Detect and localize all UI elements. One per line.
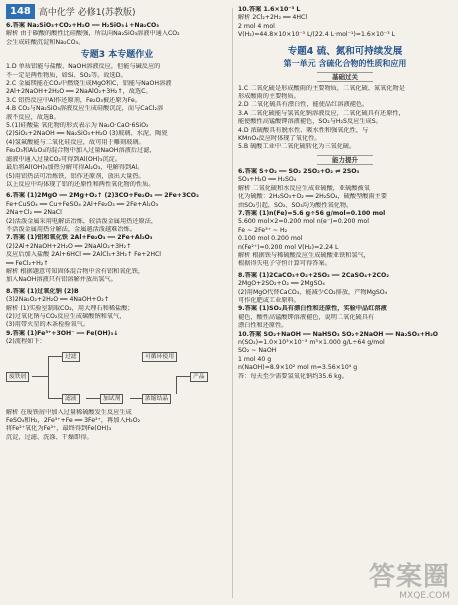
text-line: (5)用铝热法可冶炼铁，铝作还原剂，放出大量热。 <box>6 172 145 180</box>
left-block-b <box>6 192 228 284</box>
text-line: 滤液中通入过量CO₂可得到Al(OH)₃沉淀。 <box>6 155 121 163</box>
text-line: 8.答案 (1)2CaCO₃+O₂+2SO₂ ══ 2CaSO₄+2CO₂ <box>238 271 389 279</box>
section-title-3: 专题3 本专题作业 <box>80 50 154 61</box>
text-line: 0.100 mol 0.200 mol <box>238 235 303 243</box>
text-line: (3)2Na₂O₂+2H₂O ══ 4NaOH+O₂↑ <box>6 296 110 304</box>
right-top-block <box>238 6 452 40</box>
text-line: 化为硫酸：2H₂SO₃+O₂ ══ 2H₂SO₄，硫酸型酸雨主要 <box>238 193 388 201</box>
flow-branch-line <box>48 356 49 398</box>
text-line: (4)氢氟酸能与二氧化硅反应，故可用于雕刻玻璃。 <box>6 138 145 146</box>
text-line: 反应后加入盐酸 2Al+6HCl ══ 2AlCl₃+3H₂↑ Fe+2HCl <box>6 251 162 259</box>
flow-arrow <box>48 356 62 357</box>
text-line: 9.答案 (1)Fe³⁺+3OH⁻ ══ Fe(OH)₃↓ <box>6 329 119 337</box>
left-top-block <box>6 22 228 47</box>
text-line: 形成酸雨的主要物质。 <box>238 93 300 101</box>
left-block-d <box>6 409 228 443</box>
text-line: 9.答案 (1)SO₂具有漂白性和还原性，实验中品红溶液 <box>238 305 387 313</box>
text-line: 2.C 金属镁能在CO₂中燃烧生成MgO和C，铝能与NaOH溶液 <box>6 80 172 88</box>
text-line: 会生成硅酸沉淀和Na₂CO₃。 <box>6 38 85 46</box>
text-line: 3.A 二氧化硫能与氢氧化钠溶液反应，二氧化硫具有还原性， <box>238 109 405 117</box>
flow-box-start: 废铁屑 <box>6 372 29 382</box>
text-line: 6.答案 Na₂SiO₃+CO₂+H₂O ══ H₂SiO₃↓+Na₂CO₃ <box>6 22 159 29</box>
right-block-c <box>238 272 452 381</box>
text-line: (3)用带火星的木条检验氧气。 <box>6 321 90 329</box>
text-line: 1 mol 40 g <box>238 355 272 363</box>
text-line: 5.(1)硅酸盐 氧化物的形式表示为 Na₂O·CaO·6SiO₂ <box>6 122 149 130</box>
section-tag-advanced: 能力提升 <box>317 155 373 165</box>
text-line: 褪色，酸性高锰酸钾溶液褪色，说明二氧化硫具有 <box>238 313 375 321</box>
text-line: 7.答案 (1)铝和氧化铁 2Al+Fe₂O₃ ══ 2Fe+Al₂O₃ <box>6 234 153 242</box>
text-line: 不一定是两性物质，如Si、SO₂等。故选D。 <box>6 71 127 79</box>
text-line: (2)活泼金属采用电解法冶炼，较活泼金属用热还原法， <box>6 217 158 225</box>
text-line: Fe ~ 2Fe³⁺ ~ H₂ <box>238 226 288 234</box>
text-line: 解析 在废铁屑中加入过量稀硫酸发生反应生成 <box>6 408 132 416</box>
text-line: 4.D 浓硫酸具有脱水性、吸水性和强氧化性，与 <box>238 126 369 134</box>
text-line: 可作化肥或工业原料。 <box>238 296 300 304</box>
text-line: n(SO₂)=1.0×10³×10⁻³ m³×1.000 g/L÷64 g/mol <box>238 339 385 346</box>
text-line: 解析 (1)实验室制取CO₂，用大理石和稀盐酸； <box>6 304 134 312</box>
watermark-url: MXQE.COM <box>399 591 450 601</box>
page-number: 148 <box>6 4 35 19</box>
flow-box-3: 加试剂 <box>100 394 123 404</box>
flow-branch-line <box>176 376 177 394</box>
text-line: 根据得失电子守恒计算可得答案。 <box>238 260 331 268</box>
text-line: 能使酸性高锰酸钾溶液褪色，SO₂与H₂S反应生成S。 <box>238 118 382 126</box>
text-line: Fe+CuSO₄ ══ Cu+FeSO₄ 2Al+Fe₂O₃ ══ 2Fe+Al₂O₃ <box>6 200 159 208</box>
text-line: 解析 根据铁与稀硫酸反应生成硫酸亚铁和氢气， <box>238 251 370 259</box>
text-line: 10.答案 1.6×10⁻³ L <box>238 6 301 13</box>
left-block-c <box>6 288 228 347</box>
text-line: 以上反应中均体现了铝的还原性和两性氧化物的性质。 <box>6 180 155 188</box>
text-line: 答：每天至少需要氢氧化钠约35.6 kg。 <box>238 372 348 380</box>
text-line: 解析 根据题意可知固体混合物中含有铝和氧化铁， <box>6 267 145 275</box>
text-line: 2 mol 4 mol <box>238 22 275 30</box>
text-line: (2)SiO₂+2NaOH ══ Na₂SiO₃+H₂O (3)玻璃、水泥、陶瓷 <box>6 130 168 138</box>
text-line: (2)用MgO代替CaCO₃，能减少CO₂排放，产物MgSO₄ <box>238 288 388 296</box>
text-line: KMnO₄反应时体现了氧化性。 <box>238 135 321 143</box>
text-line: Fe₂O₃和Al₂O₃的混合物中加入过量NaOH溶液后过滤， <box>6 147 156 155</box>
section-title-4: 专题4 硫、氮和可持续发展 <box>287 45 403 57</box>
text-line: 液不反应，故选B。 <box>6 113 60 121</box>
text-line: 2.D 二氧化硫具有漂白性，能使品红溶液褪色。 <box>238 101 369 109</box>
text-line: (2)2Al+2NaOH+2H₂O ══ 2NaAlO₂+3H₂↑ <box>6 242 132 250</box>
flow-arrow <box>176 376 190 377</box>
flow-arrow <box>86 398 100 399</box>
text-line: 解析 由于碳酸的酸性比硅酸强，所以向Na₂SiO₃溶液中通入CO₂ <box>6 30 180 38</box>
text-line: 8.答案 (1)过氧化钠 (2)B <box>6 287 79 295</box>
text-line: 5.B 硫酸工业中二氧化硫转化为三氧化硫。 <box>238 143 356 151</box>
unit-title: 第一单元 含硫化合物的性质和应用 <box>283 58 407 68</box>
text-line: 6.答案 (1)2MgO ══ 2Mg+O₂↑ (2)3CO+Fe₂O₃ ══ 2Fe+3CO₂ <box>6 192 199 200</box>
text-line: 不活泼金属用热分解法，金属越活泼越难冶炼。 <box>6 225 136 233</box>
text-line: V(H₂)=44.8×10×10⁻³ L/(22.4 L·mol⁻¹)=1.6×10⁻³ L <box>238 31 396 39</box>
text-line: 5.600 mol×2=0.200 mol n(e⁻)=0.200 mol <box>238 218 369 226</box>
left-column <box>6 22 228 442</box>
watermark-text: 答案圈 <box>368 562 450 592</box>
text-line: 最后将Al(OH)₃加热分解可得Al₂O₃，电解得到Al。 <box>6 164 144 172</box>
book-title: 高中化学 必修1(苏教版) <box>38 7 136 18</box>
text-line: 加入NaOH溶液只有铝溶解并放出氢气。 <box>6 276 117 284</box>
flow-box-5: 产品 <box>190 372 208 382</box>
text-line: (2)流程如下： <box>6 338 46 346</box>
text-line: n(NaOH)=8.9×10² mol m=3.56×10⁴ g <box>238 364 358 372</box>
text-line: 沉淀，过滤、洗涤、干燥即得。 <box>6 433 93 441</box>
text-line: 2MgO+2SO₂+O₂ ══ 2MgSO₄ <box>238 280 325 288</box>
section-tag-basic: 基础过关 <box>317 72 373 82</box>
text-line: 10.答案 SO₂+NaOH ══ NaHSO₃ SO₂+2NaOH ══ Na₂SO₃+H₂O <box>238 330 439 338</box>
text-line: 7.答案 (1)n(Fe)=5.6 g÷56 g/mol=0.100 mol <box>238 209 386 217</box>
watermark <box>369 563 450 601</box>
process-flowchart <box>6 350 228 406</box>
text-line: (2)过氧化钠与CO₂反应生成碳酸钠和氧气， <box>6 313 126 320</box>
flow-box-1: 过滤 <box>62 352 80 362</box>
text-line: FeSO₄和H₂，2Fe³⁺+Fe ══ 3Fe²⁺，再加入H₂O₂ <box>6 417 141 425</box>
flow-arrow <box>130 398 142 399</box>
right-block-b <box>238 168 452 269</box>
text-line: 解析 2Cl₂+2H₂ ══ 4HCl <box>238 14 308 22</box>
flow-arrow <box>32 376 48 377</box>
flow-arrow <box>48 398 62 399</box>
text-line: ══ FeCl₂+H₂↑ <box>6 259 49 267</box>
text-line: 将Fe²⁺氧化为Fe³⁺，最终得到Fe(OH)₃ <box>6 425 112 433</box>
text-line: 4.B CO₂与Na₂SiO₃溶液反应生成硅酸沉淀，而与CaCl₂溶 <box>6 105 164 113</box>
left-block-a <box>6 63 228 189</box>
right-column <box>238 6 452 381</box>
text-line: n(Fe²⁺)=0.200 mol V(H₂)=2.24 L <box>238 243 339 251</box>
flow-box-6: 可循环使用 <box>142 352 177 362</box>
column-divider <box>232 8 233 598</box>
page-header <box>6 3 136 19</box>
right-block-a <box>238 85 452 152</box>
text-line: 6.答案 S+O₂ ══ SO₂ 2SO₂+O₂ ⇌ 2SO₃ <box>238 167 360 175</box>
text-line: 解析 二氧化硫和水反应生成亚硫酸，亚硫酸被氧 <box>238 184 370 192</box>
text-line: 2Al+2NaOH+2H₂O ══ 2NaAlO₂+3H₂↑，故选C。 <box>6 88 152 96</box>
text-line: SO₂ ~ NaOH <box>238 347 277 355</box>
text-line: 漂白性和还原性。 <box>238 322 288 330</box>
text-line: 1.D 单质铝能与盐酸、NaOH溶液反应，但能与碱反应的 <box>6 63 161 71</box>
text-line: 3.C 铝热反应中Al作还原剂，Fe₂O₃被还原为Fe。 <box>6 96 141 104</box>
text-line: 1.C 二氧化硫是形成酸雨的主要物质，二氧化硫、氮氧化物是 <box>238 84 405 92</box>
flow-box-2: 滤液 <box>62 394 80 404</box>
text-line: 2Na+Cl₂ ══ 2NaCl <box>6 209 62 217</box>
text-line: SO₃+H₂O ══ H₂SO₄ <box>238 176 297 184</box>
text-line: 由SO₂引起，SO₂、SO₃均为酸性氧化物。 <box>238 201 353 209</box>
flow-box-4: 浓缩结晶 <box>142 394 171 404</box>
